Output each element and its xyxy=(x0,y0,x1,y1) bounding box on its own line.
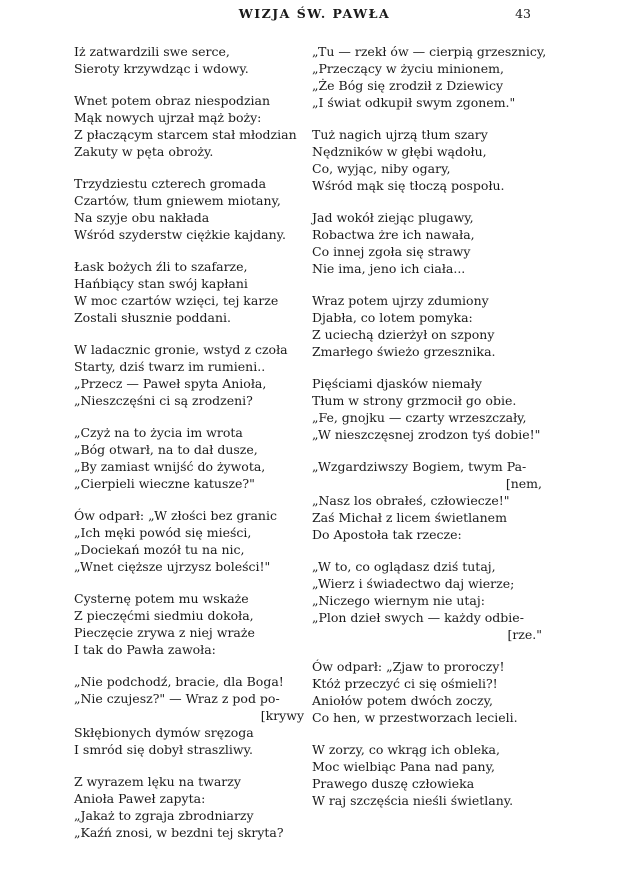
verse-line: „Wierz i świadectwo daj wierze; xyxy=(312,576,515,591)
verse-line: Ów odparł: „W złości bez granic xyxy=(74,508,277,523)
verse-line: Aniołów potem dwóch zoczy, xyxy=(312,693,493,708)
verse-line: [nem, xyxy=(505,476,542,491)
verse-line: Pieczęcie zrywa z niej wraże xyxy=(74,625,255,640)
verse-line: Pięściami djasków niemały xyxy=(312,376,482,391)
verse-line: Mąk nowych ujrzał mąż boży: xyxy=(74,110,262,125)
verse-line: „I świat odkupił swym zgonem." xyxy=(312,95,516,110)
verse-line: Zostali słusznie poddani. xyxy=(74,310,232,325)
verse-line: „Przeczący w życiu minionem, xyxy=(312,61,504,76)
verse-line: Wśród mąk się tłoczą pospołu. xyxy=(312,178,505,193)
verse-line: Tłum w strony grzmocił go obie. xyxy=(312,393,517,408)
verse-line: „Niczego wiernym nie utaj: xyxy=(312,593,485,608)
verse-line: Sieroty krzywdząc i wdowy. xyxy=(74,61,249,76)
verse-line: „Plon dzieł swych — każdy odbie- xyxy=(312,610,524,625)
verse-line: I tak do Pawła zawoła: xyxy=(74,642,216,657)
verse-line: Tuż nagich ujrzą tłum szary xyxy=(312,127,488,142)
verse-line: Zaś Michał z licem świetlanem xyxy=(312,510,507,525)
verse-line: Co hen, w przestworzach lecieli. xyxy=(312,710,518,725)
verse-line: Iż zatwardzili swe serce, xyxy=(74,44,230,59)
verse-line: Z uciechą dzierżył on szpony xyxy=(312,327,495,342)
verse-line: „Przecz — Paweł spyta Anioła, xyxy=(74,376,267,391)
stanza xyxy=(74,258,304,326)
stanza xyxy=(74,773,304,841)
verse-line: „Dociekań mozół tu na nic, xyxy=(74,542,245,557)
verse-line: Z wyrazem lęku na twarzy xyxy=(74,774,241,789)
verse-line: „Że Bóg się zrodził z Dziewicy xyxy=(312,78,504,93)
page-number: 43 xyxy=(515,6,531,21)
left-column xyxy=(74,43,304,856)
verse-line: „Wnet cięższe ujrzysz boleści!" xyxy=(74,559,271,574)
stanza xyxy=(312,126,542,194)
verse-line: Na szyje obu nakłada xyxy=(74,210,210,225)
verse-line: Co innej zgoła się strawy xyxy=(312,244,471,259)
verse-line: „W to, co oglądasz dziś tutaj, xyxy=(312,559,496,574)
verse-line: „W nieszczęsnej zrodzon tyś dobie!" xyxy=(312,427,541,442)
verse-line: Z pieczęćmi siedmiu dokoła, xyxy=(74,608,254,623)
verse-line: „Bóg otwarł, na to dał dusze, xyxy=(74,442,258,457)
verse-line: Prawego duszę człowieka xyxy=(312,776,475,791)
stanza xyxy=(74,341,304,409)
stanza xyxy=(74,175,304,243)
verse-line: Zmarłego świeżo grzesznika. xyxy=(312,344,496,359)
verse-line: Cysternę potem mu wskaże xyxy=(74,591,249,606)
verse-line: Skłębionych dymów sręzoga xyxy=(74,725,254,740)
verse-line: „Czyż na to życia im wrota xyxy=(74,425,243,440)
verse-line: Któż przeczyć ci się ośmieli?! xyxy=(312,676,498,691)
verse-line: Wraz potem ujrzy zdumiony xyxy=(312,293,489,308)
stanza xyxy=(312,558,542,643)
stanza xyxy=(74,507,304,575)
verse-line: „Jakaż to zgraja zbrodniarzy xyxy=(74,808,254,823)
running-title: WIZJA ŚW. PAWŁA xyxy=(238,6,391,21)
stanza xyxy=(74,590,304,658)
verse-line: Hańbiący stan swój kapłani xyxy=(74,276,248,291)
verse-line: „Nie podchodź, bracie, dla Boga! xyxy=(74,674,284,689)
verse-line: Trzydziestu czterech gromada xyxy=(74,176,267,191)
stanza xyxy=(74,424,304,492)
verse-line: [krywy xyxy=(260,708,304,723)
verse-line: Wnet potem obraz niespodzian xyxy=(74,93,271,108)
verse-line: Robactwa żre ich nawała, xyxy=(312,227,475,242)
verse-line: Moc wielbiąc Pana nad pany, xyxy=(312,759,495,774)
verse-line: Nędzników w głębi wądołu, xyxy=(312,144,487,159)
verse-line: Starty, dziś twarz im rumieni.. xyxy=(74,359,266,374)
verse-line: „Kaźń znosi, w bezdni tej skryta? xyxy=(74,825,284,840)
verse-line: „Tu — rzekł ów — cierpią grzesznicy, xyxy=(312,44,547,59)
verse-line: Djabła, co lotem pomyka: xyxy=(312,310,473,325)
verse-line: Ów odparł: „Zjaw to proroczy! xyxy=(312,659,505,674)
stanza xyxy=(312,375,542,443)
verse-line: W raj szczęścia nieśli świetlany. xyxy=(312,793,514,808)
stanza xyxy=(312,741,542,809)
verse-line: Z płaczącym starcem stał młodzian xyxy=(74,127,297,142)
verse-line: W zorzy, co wkrąg ich obleka, xyxy=(312,742,500,757)
verse-line: Czartów, tłum gniewem miotany, xyxy=(74,193,281,208)
verse-line: Wśród szyderstw ciężkie kajdany. xyxy=(74,227,286,242)
verse-line: W ladacznic gronie, wstyd z czoła xyxy=(74,342,288,357)
stanza xyxy=(312,43,547,111)
stanza xyxy=(312,658,542,726)
verse-line: „Nie czujesz?" — Wraz z pod po- xyxy=(74,691,280,706)
stanza xyxy=(74,673,304,758)
verse-line: „By zamiast wnijść do żywota, xyxy=(74,459,266,474)
verse-line: Zakuty w pęta obroży. xyxy=(74,144,214,159)
verse-line: W moc czartów wzięci, tej karze xyxy=(74,293,279,308)
page-header xyxy=(0,6,629,26)
verse-line: „Ich męki powód się mieści, xyxy=(74,525,252,540)
right-column xyxy=(312,43,547,824)
verse-line: Anioła Paweł zapyta: xyxy=(74,791,206,806)
verse-line: „Wzgardziwszy Bogiem, twym Pa- xyxy=(312,459,527,474)
verse-line: „Fe, gnojku — czarty wrzeszczały, xyxy=(312,410,527,425)
stanza xyxy=(312,458,542,543)
stanza xyxy=(312,209,542,277)
verse-line: „Cierpieli wieczne katusze?" xyxy=(74,476,255,491)
verse-line: Co, wyjąc, niby ogary, xyxy=(312,161,451,176)
verse-line: Łask bożych źli to szafarze, xyxy=(74,259,248,274)
verse-line: Jad wokół ziejąc plugawy, xyxy=(312,210,474,225)
verse-line: I smród się dobył straszliwy. xyxy=(74,742,253,757)
verse-line: [rze." xyxy=(507,627,542,642)
verse-line: Nie ima, jeno ich ciała... xyxy=(312,261,466,276)
verse-line: „Nieszczęśni ci są zrodzeni? xyxy=(74,393,253,408)
stanza xyxy=(74,92,304,160)
verse-line: „Nasz los obrałeś, człowiecze!" xyxy=(312,493,510,508)
stanza xyxy=(312,292,542,360)
stanza xyxy=(74,43,304,77)
verse-line: Do Apostoła tak rzecze: xyxy=(312,527,462,542)
